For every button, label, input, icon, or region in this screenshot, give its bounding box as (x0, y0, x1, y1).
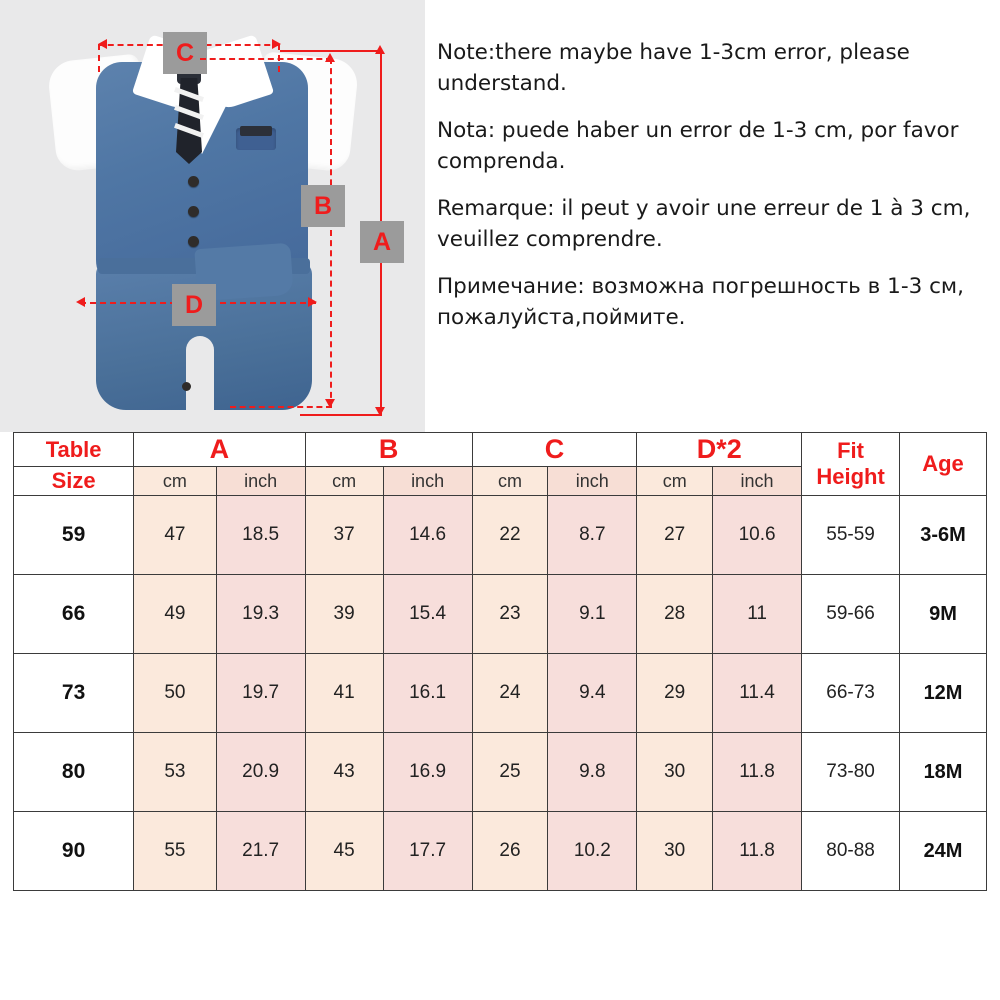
cell-c-cm: 26 (472, 812, 548, 891)
cell-c-inch: 9.8 (548, 733, 637, 812)
measure-arrow-a-bottom (375, 407, 385, 416)
measure-arrow-b-top (325, 53, 335, 62)
cell-c-cm: 25 (472, 733, 548, 812)
table-row (14, 733, 987, 812)
size-table (13, 432, 987, 891)
measure-arrow-a-top (375, 45, 385, 54)
note-russian: Примечание: возможна погрешность в 1-3 см, пожалуйста,поймите. (437, 274, 964, 330)
notes-panel (437, 38, 993, 350)
table-row (14, 654, 987, 733)
table-row (14, 812, 987, 891)
cell-fit-height: 80-88 (802, 812, 900, 891)
cell-a-inch: 18.5 (216, 496, 305, 575)
cell-a-inch: 21.7 (216, 812, 305, 891)
header-group-d: D*2 (637, 433, 802, 467)
cell-age: 12M (900, 654, 987, 733)
measure-arrow-d-right (308, 297, 317, 307)
measure-arrow-c-left (98, 39, 107, 49)
note-spanish: Nota: puede haber un error de 1-3 cm, por favor comprenda. (437, 118, 959, 174)
cell-size: 73 (14, 654, 134, 733)
cell-fit-height: 66-73 (802, 654, 900, 733)
measure-arrow-d-left (76, 297, 85, 307)
cell-age: 18M (900, 733, 987, 812)
header-group-c: C (472, 433, 637, 467)
cell-fit-height: 73-80 (802, 733, 900, 812)
table-header-row-groups (14, 433, 987, 467)
measure-arrow-c-right (272, 39, 281, 49)
cell-c-cm: 23 (472, 575, 548, 654)
header-unit-d-inch: inch (713, 467, 802, 496)
header-unit-b-cm: cm (305, 467, 383, 496)
measure-badge-a: A (360, 221, 404, 263)
cell-a-cm: 50 (134, 654, 216, 733)
table-row (14, 575, 987, 654)
cell-d-inch: 11 (713, 575, 802, 654)
header-fit-line2: Height (816, 464, 885, 489)
cell-age: 9M (900, 575, 987, 654)
cell-d-cm: 30 (637, 812, 713, 891)
cell-a-cm: 55 (134, 812, 216, 891)
header-unit-b-inch: inch (383, 467, 472, 496)
cell-fit-height: 59-66 (802, 575, 900, 654)
garment-photo (0, 0, 425, 432)
header-table-label: Table (14, 433, 134, 467)
cell-b-cm: 39 (305, 575, 383, 654)
header-fit-line1: Fit (837, 438, 864, 463)
measure-line-b (330, 58, 332, 408)
header-unit-c-inch: inch (548, 467, 637, 496)
cell-size: 66 (14, 575, 134, 654)
header-fit-height (802, 433, 900, 496)
measurement-overlay (0, 0, 425, 432)
cell-b-inch: 16.9 (383, 733, 472, 812)
header-unit-c-cm: cm (472, 467, 548, 496)
note-french: Remarque: il peut y avoir une erreur de 1 à 3 cm, veuillez comprendre. (437, 196, 971, 252)
cell-b-inch: 15.4 (383, 575, 472, 654)
header-unit-a-cm: cm (134, 467, 216, 496)
note-english: Note:there maybe have 1-3cm error, please understand. (437, 40, 910, 96)
cell-b-inch: 16.1 (383, 654, 472, 733)
measure-badge-b: B (301, 185, 345, 227)
cell-b-cm: 37 (305, 496, 383, 575)
cell-size: 90 (14, 812, 134, 891)
cell-age: 3-6M (900, 496, 987, 575)
cell-d-inch: 11.8 (713, 733, 802, 812)
cell-d-inch: 11.8 (713, 812, 802, 891)
measure-badge-d: D (172, 284, 216, 326)
cell-c-inch: 8.7 (548, 496, 637, 575)
cell-c-inch: 9.1 (548, 575, 637, 654)
measure-tick-a-bottom (300, 414, 382, 416)
cell-b-cm: 41 (305, 654, 383, 733)
cell-a-cm: 47 (134, 496, 216, 575)
header-group-b: B (305, 433, 472, 467)
cell-b-inch: 14.6 (383, 496, 472, 575)
cell-size: 80 (14, 733, 134, 812)
header-age: Age (900, 433, 987, 496)
cell-b-cm: 43 (305, 733, 383, 812)
cell-a-cm: 49 (134, 575, 216, 654)
cell-b-inch: 17.7 (383, 812, 472, 891)
measure-tick-a-top (280, 50, 382, 52)
header-size-label: Size (14, 467, 134, 496)
measure-arrow-b-bottom (325, 399, 335, 408)
cell-d-inch: 11.4 (713, 654, 802, 733)
cell-c-cm: 22 (472, 496, 548, 575)
header-group-a: A (134, 433, 305, 467)
cell-fit-height: 55-59 (802, 496, 900, 575)
cell-d-cm: 30 (637, 733, 713, 812)
top-section (0, 0, 1000, 432)
table-row (14, 496, 987, 575)
cell-a-cm: 53 (134, 733, 216, 812)
measure-tick-b-top (200, 58, 332, 60)
cell-d-cm: 27 (637, 496, 713, 575)
cell-a-inch: 19.7 (216, 654, 305, 733)
cell-c-cm: 24 (472, 654, 548, 733)
cell-c-inch: 9.4 (548, 654, 637, 733)
measure-badge-c: C (163, 32, 207, 74)
cell-age: 24M (900, 812, 987, 891)
cell-a-inch: 19.3 (216, 575, 305, 654)
cell-a-inch: 20.9 (216, 733, 305, 812)
cell-d-cm: 28 (637, 575, 713, 654)
cell-b-cm: 45 (305, 812, 383, 891)
header-unit-a-inch: inch (216, 467, 305, 496)
cell-d-cm: 29 (637, 654, 713, 733)
header-unit-d-cm: cm (637, 467, 713, 496)
cell-c-inch: 10.2 (548, 812, 637, 891)
cell-size: 59 (14, 496, 134, 575)
measure-tick-b-bottom (230, 406, 332, 408)
cell-d-inch: 10.6 (713, 496, 802, 575)
